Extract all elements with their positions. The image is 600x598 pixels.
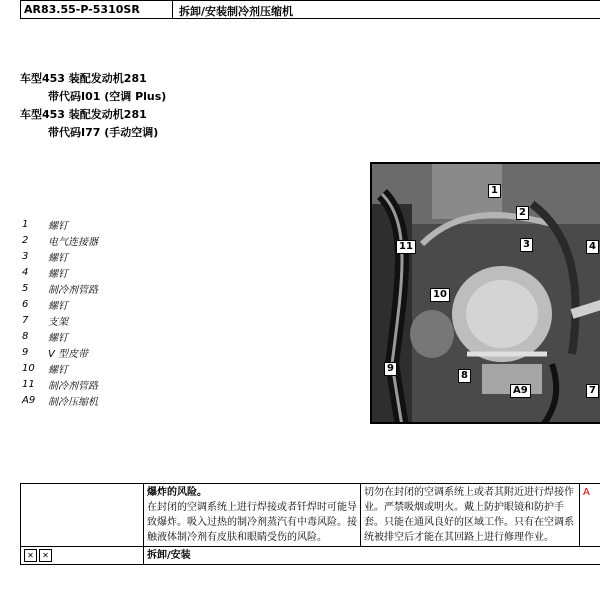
callout-label: A9 <box>510 384 531 398</box>
legend-item: A9 制冷压缩机 <box>22 394 98 408</box>
engine-bay-illustration <box>372 164 600 424</box>
legend-item: 1 螺钉 <box>22 218 68 232</box>
reference-link[interactable]: A <box>583 487 590 498</box>
legend-item: 8 螺钉 <box>22 330 68 344</box>
warning-row <box>21 484 600 547</box>
model-line-1: 车型453 装配发动机281 <box>20 72 147 85</box>
warning-table <box>20 483 600 565</box>
document-header <box>20 0 600 19</box>
legend-item: 7 支架 <box>22 314 68 328</box>
legend-item: 2 电气连接器 <box>22 234 98 248</box>
install-icon: ✕ <box>39 549 52 562</box>
risk-cell <box>144 484 361 547</box>
measures-cell <box>361 484 580 547</box>
section-icons <box>21 547 144 565</box>
remove-icon: ✕ <box>24 549 37 562</box>
document-title: 拆卸/安装制冷剂压缩机 <box>179 5 294 18</box>
section-row <box>21 547 600 565</box>
model-code-1: 带代码I01 (空调 Plus) <box>48 90 167 103</box>
legend-item: 11 制冷剂管路 <box>22 378 98 392</box>
callout-label: 1 <box>488 184 501 198</box>
callout-label: 11 <box>396 240 416 254</box>
callout-label: 4 <box>586 240 599 254</box>
callout-label: 2 <box>516 206 529 220</box>
callout-label: 8 <box>458 369 471 383</box>
legend-item: 5 制冷剂管路 <box>22 282 98 296</box>
callout-label: 10 <box>430 288 450 302</box>
document-code: AR83.55-P-5310SR <box>21 1 173 18</box>
parts-legend <box>22 216 98 408</box>
risk-body: 在封闭的空调系统上进行焊接或者钎焊时可能导致爆炸。吸入过热的制冷剂蒸汽有中毒风险。接触液体制冷剂有皮肤和眼睛受伤的风险。 <box>147 502 357 543</box>
warning-icon-cell <box>21 484 144 547</box>
section-title: 拆卸/安装 <box>144 547 600 565</box>
legend-item: 6 螺钉 <box>22 298 68 312</box>
risk-title: 爆炸的风险。 <box>147 487 207 498</box>
legend-item: 3 螺钉 <box>22 250 68 264</box>
callout-label: 9 <box>384 362 397 376</box>
measures-text: 切勿在封闭的空调系统上或者其附近进行焊接作业。严禁吸烟或明火。戴上防护眼镜和防护手套。只能在通风良好的区域工作。只有在空调系统被排空后才能在其回路上进行修理作业。 <box>364 487 574 543</box>
reference-cell <box>580 484 600 547</box>
legend-item: 4 螺钉 <box>22 266 68 280</box>
model-code-2: 带代码I77 (手动空调) <box>48 126 159 139</box>
legend-item: 9 V 型皮带 <box>22 346 89 360</box>
callout-label: 3 <box>520 238 533 252</box>
legend-item: 10 螺钉 <box>22 362 68 376</box>
model-line-2: 车型453 装配发动机281 <box>20 108 147 121</box>
callout-label: 7 <box>586 384 599 398</box>
compressor-photo <box>370 162 600 424</box>
